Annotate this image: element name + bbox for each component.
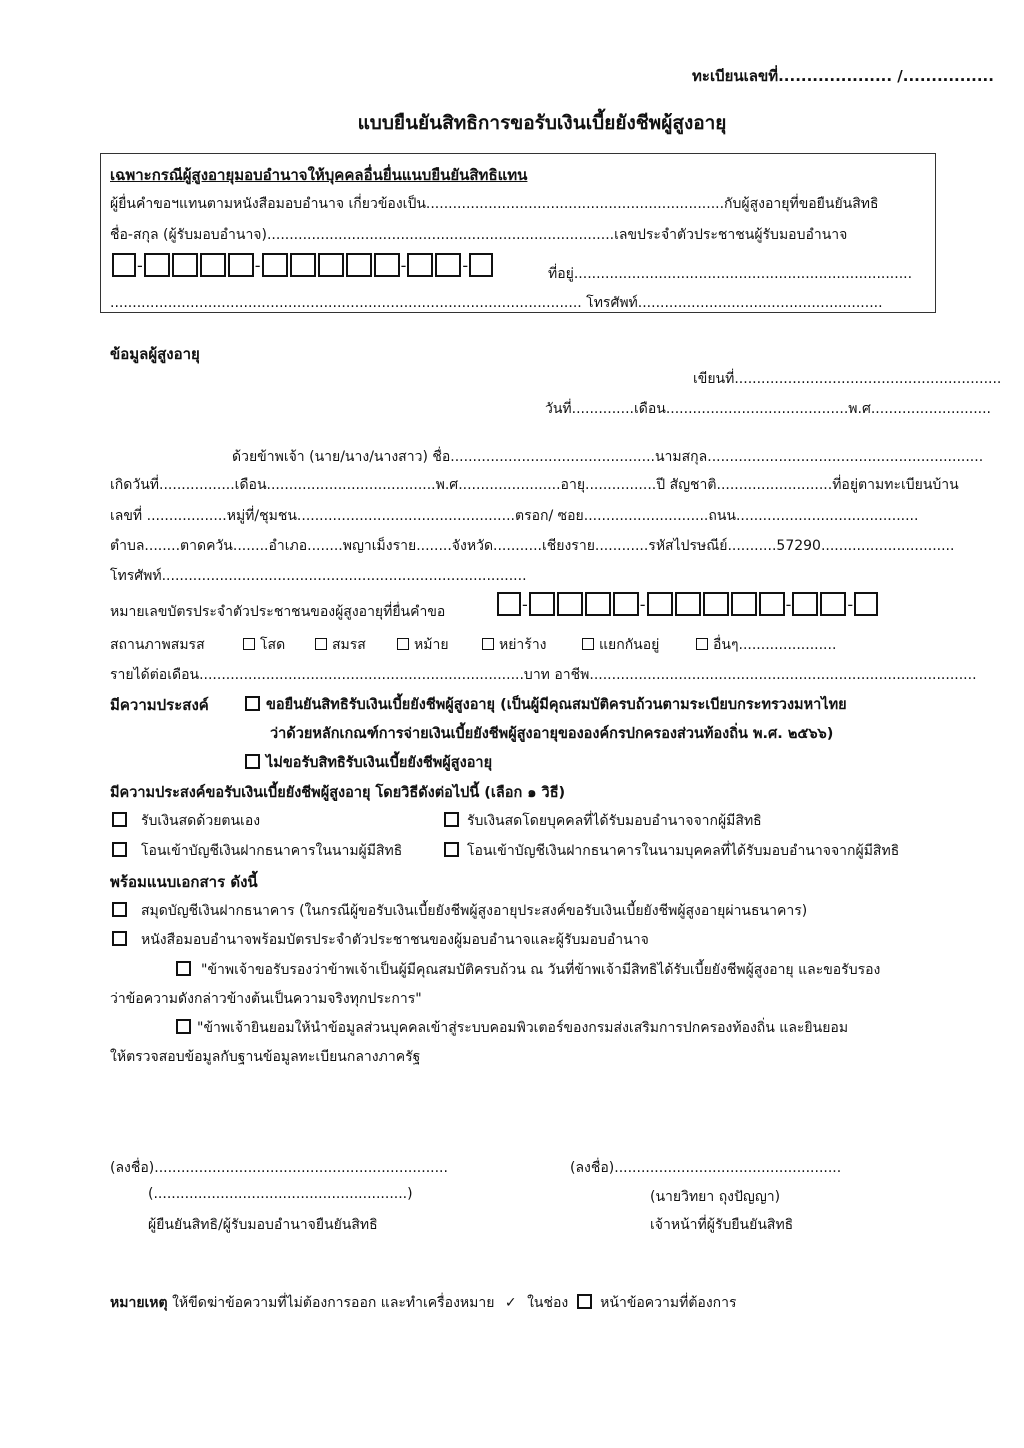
written-at-line: เขียนที่............................................................ bbox=[693, 371, 1002, 387]
id-digit-box[interactable] bbox=[557, 592, 583, 616]
declaration-consent[interactable]: "ข้าพเจ้ายินยอมให้นำข้อมูลส่วนบุคคลเข้าสู่ระบบคอมพิวเตอร์ของกรมส่งเสริมการปกครองท้องถิ่น และยินยอม bbox=[176, 1017, 848, 1039]
applicant-role: ผู้ยืนยันสิทธิ/ผู้รับมอบอำนาจยืนยันสิทธิ bbox=[148, 1217, 378, 1233]
marital-status-label: สถานภาพสมรส bbox=[110, 637, 205, 653]
payment-heading: มีความประสงค์ขอรับเงินเบี้ยยังชีพผู้สูงอายุ โดยวิธีดังต่อไปนี้ (เลือก ๑ วิธี) bbox=[110, 785, 566, 801]
id-digit-box[interactable] bbox=[374, 253, 400, 277]
checkbox[interactable] bbox=[112, 902, 127, 917]
applicant-name-parentheses: (.........................................................) bbox=[148, 1186, 413, 1202]
checkbox[interactable] bbox=[243, 638, 255, 650]
id-digit-box[interactable] bbox=[647, 592, 673, 616]
id-digit-box[interactable] bbox=[346, 253, 372, 277]
id-digit-box[interactable] bbox=[703, 592, 729, 616]
id-digit-box[interactable] bbox=[731, 592, 757, 616]
id-digit-box[interactable] bbox=[820, 592, 846, 616]
authorization-relation-line: ผู้ยื่นคำขอฯแทนตามหนังสือมอบอำนาจ เกี่ยวข้องเป็น...................................................................กับผู้สูงอายุที่ขอยืนยันสิทธิ bbox=[110, 196, 879, 212]
id-digit-box[interactable] bbox=[172, 253, 198, 277]
id-digit-box[interactable] bbox=[407, 253, 433, 277]
declaration-qualification-line2: ว่าข้อความดังกล่าวข้างต้นเป็นความจริงทุกประการ" bbox=[110, 991, 422, 1007]
proxy-address-line: ที่อยู่............................................................................ bbox=[548, 266, 913, 282]
proxy-id-number-boxes[interactable]: - - - - bbox=[112, 253, 493, 277]
payment-option-cash-self[interactable]: รับเงินสดด้วยตนเอง bbox=[112, 810, 260, 832]
id-digit-box[interactable] bbox=[529, 592, 555, 616]
elder-id-number-boxes[interactable]: - - - - bbox=[497, 592, 878, 616]
payment-option-cash-proxy[interactable]: รับเงินสดโดยบุคคลที่ได้รับมอบอำนาจจากผู้มีสิทธิ bbox=[444, 810, 762, 832]
id-digit-box[interactable] bbox=[497, 592, 521, 616]
officer-name: (นายวิทยา ถุงปัญญา) bbox=[650, 1189, 781, 1205]
id-digit-box[interactable] bbox=[262, 253, 288, 277]
marital-option-single[interactable]: โสด bbox=[243, 634, 285, 656]
footnote-text: ให้ขีดฆ่าข้อความที่ไม่ต้องการออก และทำเครื่องหมาย bbox=[172, 1295, 495, 1311]
checkbox[interactable] bbox=[582, 638, 594, 650]
officer-role: เจ้าหน้าที่ผู้รับยืนยันสิทธิ bbox=[650, 1217, 794, 1233]
declaration-consent-line2: ให้ตรวจสอบข้อมูลกับฐานข้อมูลทะเบียนกลางภาครัฐ bbox=[110, 1049, 421, 1065]
checkmark-icon: ✓ bbox=[504, 1295, 517, 1311]
income-occupation-line: รายได้ต่อเดือน.........................................................................บาท อาชีพ....................................................................................... bbox=[110, 667, 977, 683]
id-digit-box[interactable] bbox=[613, 592, 639, 616]
intent-label: มีความประสงค์ bbox=[110, 696, 209, 714]
checkbox[interactable] bbox=[397, 638, 409, 650]
authorization-proxy-name-line: ชื่อ-สกุล (ผู้รับมอบอำนาจ)..............................................................................เลขประจำตัวประชาชนผู้รับมอบอำนาจ bbox=[110, 227, 848, 243]
footnote-text-2: ในช่อง bbox=[527, 1295, 569, 1311]
proxy-address-phone-line: .......................................................................................................... โทรศัพท์....................................................... bbox=[110, 295, 883, 311]
house-number-line: เลขที่ ..................หมู่ที่/ชุมชน.................................................ตรอก/ ซอย............................ถนน......................................... bbox=[110, 508, 919, 524]
payment-option-bank-proxy[interactable]: โอนเข้าบัญชีเงินฝากธนาคารในนามบุคคลที่ได้รับมอบอำนาจจากผู้มีสิทธิ bbox=[444, 840, 899, 862]
id-digit-box[interactable] bbox=[854, 592, 878, 616]
id-digit-box[interactable] bbox=[144, 253, 170, 277]
id-digit-box[interactable] bbox=[435, 253, 461, 277]
officer-signature-line: (ลงชื่อ)................................................... bbox=[570, 1160, 842, 1176]
marital-option-married[interactable]: สมรส bbox=[315, 634, 366, 656]
id-digit-box[interactable] bbox=[200, 253, 226, 277]
checkbox[interactable] bbox=[245, 754, 260, 769]
subdistrict-line: ตำบล........ตาดควัน........อำเภอ........พญาเม็งราย........จังหวัด...........เชียงราย............รหัสไปรษณีย์...........57290.............................. bbox=[110, 538, 955, 554]
intent-option-decline[interactable]: ไม่ขอรับสิทธิรับเงินเบี้ยยังชีพผู้สูงอายุ bbox=[245, 751, 492, 774]
checkbox-example-icon bbox=[577, 1294, 592, 1309]
attachment-bank-book[interactable]: สมุดบัญชีเงินฝากธนาคาร (ในกรณีผู้ขอรับเงินเบี้ยยังชีพผู้สูงอายุประสงค์ขอรับเงินเบี้ยยังชีพผู้สูงอายุผ่านธนาคาร) bbox=[112, 900, 807, 922]
attachment-power-of-attorney[interactable]: หนังสือมอบอำนาจพร้อมบัตรประจำตัวประชาชนของผู้มอบอำนาจและผู้รับมอบอำนาจ bbox=[112, 929, 649, 951]
intent-option-confirm[interactable]: ขอยืนยันสิทธิรับเงินเบี้ยยังชีพผู้สูงอายุ (เป็นผู้มีคุณสมบัติครบถ้วนตามระเบียบกระทรวงมหาไทย bbox=[245, 693, 847, 716]
id-digit-box[interactable] bbox=[112, 253, 136, 277]
checkbox[interactable] bbox=[444, 842, 459, 857]
checkbox[interactable] bbox=[176, 961, 191, 976]
elder-id-label: หมายเลขบัตรประจำตัวประชาชนของผู้สูงอายุที่ยื่นคำขอ bbox=[110, 604, 446, 620]
footnote-text-3: หน้าข้อความที่ต้องการ bbox=[600, 1295, 737, 1311]
applicant-signature-line: (ลงชื่อ).................................................................. bbox=[110, 1160, 448, 1176]
registration-number: ทะเบียนเลขที่.................... /................ bbox=[692, 67, 994, 85]
id-digit-box[interactable] bbox=[318, 253, 344, 277]
date-line: วันที่..............เดือน.........................................พ.ศ........................... bbox=[545, 401, 991, 417]
checkbox[interactable] bbox=[482, 638, 494, 650]
id-digit-box[interactable] bbox=[792, 592, 818, 616]
marital-option-divorced[interactable]: หย่าร้าง bbox=[482, 634, 547, 656]
checkbox[interactable] bbox=[245, 696, 260, 711]
id-digit-box[interactable] bbox=[228, 253, 254, 277]
elder-info-heading: ข้อมูลผู้สูงอายุ bbox=[110, 345, 200, 363]
checkbox[interactable] bbox=[112, 931, 127, 946]
id-digit-box[interactable] bbox=[585, 592, 611, 616]
checkbox[interactable] bbox=[112, 842, 127, 857]
id-digit-box[interactable] bbox=[290, 253, 316, 277]
declaration-qualification[interactable]: "ข้าพเจ้าขอรับรองว่าข้าพเจ้าเป็นผู้มีคุณสมบัติครบถ้วน ณ วันที่ข้าพเจ้ามีสิทธิได้รับเบี้ยยังชีพผู้สูงอายุ และขอรับรอง bbox=[176, 959, 880, 981]
page-title: แบบยืนยันสิทธิการขอรับเงินเบี้ยยังชีพผู้สูงอายุ bbox=[357, 112, 727, 134]
marital-option-widowed[interactable]: หม้าย bbox=[397, 634, 449, 656]
payment-option-bank-self[interactable]: โอนเข้าบัญชีเงินฝากธนาคารในนามผู้มีสิทธิ bbox=[112, 840, 402, 862]
checkbox[interactable] bbox=[696, 638, 708, 650]
intent-option-confirm-line2: ว่าด้วยหลักเกณฑ์การจ่ายเงินเบี้ยยังชีพผู้สูงอายุขององค์กรปกครองส่วนท้องถิ่น พ.ศ. ๒๕๖๖) bbox=[270, 726, 834, 742]
checkbox[interactable] bbox=[315, 638, 327, 650]
elder-name-line: ด้วยข้าพเจ้า (นาย/นาง/นางสาว) ชื่อ..............................................นามสกุล.............................................................. bbox=[232, 449, 984, 465]
marital-option-separated[interactable]: แยกกันอยู่ bbox=[582, 634, 659, 656]
footnote bbox=[110, 1292, 737, 1314]
footnote-label: หมายเหตุ bbox=[110, 1295, 168, 1311]
checkbox[interactable] bbox=[176, 1019, 191, 1034]
id-digit-box[interactable] bbox=[469, 253, 493, 277]
phone-line: โทรศัพท์.................................................................................. bbox=[110, 568, 527, 584]
attachments-heading: พร้อมแนบเอกสาร ดังนี้ bbox=[110, 873, 258, 891]
birth-line: เกิดวันที่.................เดือน......................................พ.ศ.......................อายุ................ปี สัญชาติ..........................ที่อยู่ตามทะเบียนบ้าน bbox=[110, 477, 959, 493]
checkbox[interactable] bbox=[444, 812, 459, 827]
checkbox[interactable] bbox=[112, 812, 127, 827]
authorization-heading: เฉพาะกรณีผู้สูงอายุมอบอำนาจให้บุคคลอื่นยื่นแนบยืนยันสิทธิแทน bbox=[110, 166, 528, 184]
marital-option-other[interactable]: อื่นๆ...................... bbox=[696, 634, 836, 656]
id-digit-box[interactable] bbox=[675, 592, 701, 616]
id-digit-box[interactable] bbox=[759, 592, 785, 616]
